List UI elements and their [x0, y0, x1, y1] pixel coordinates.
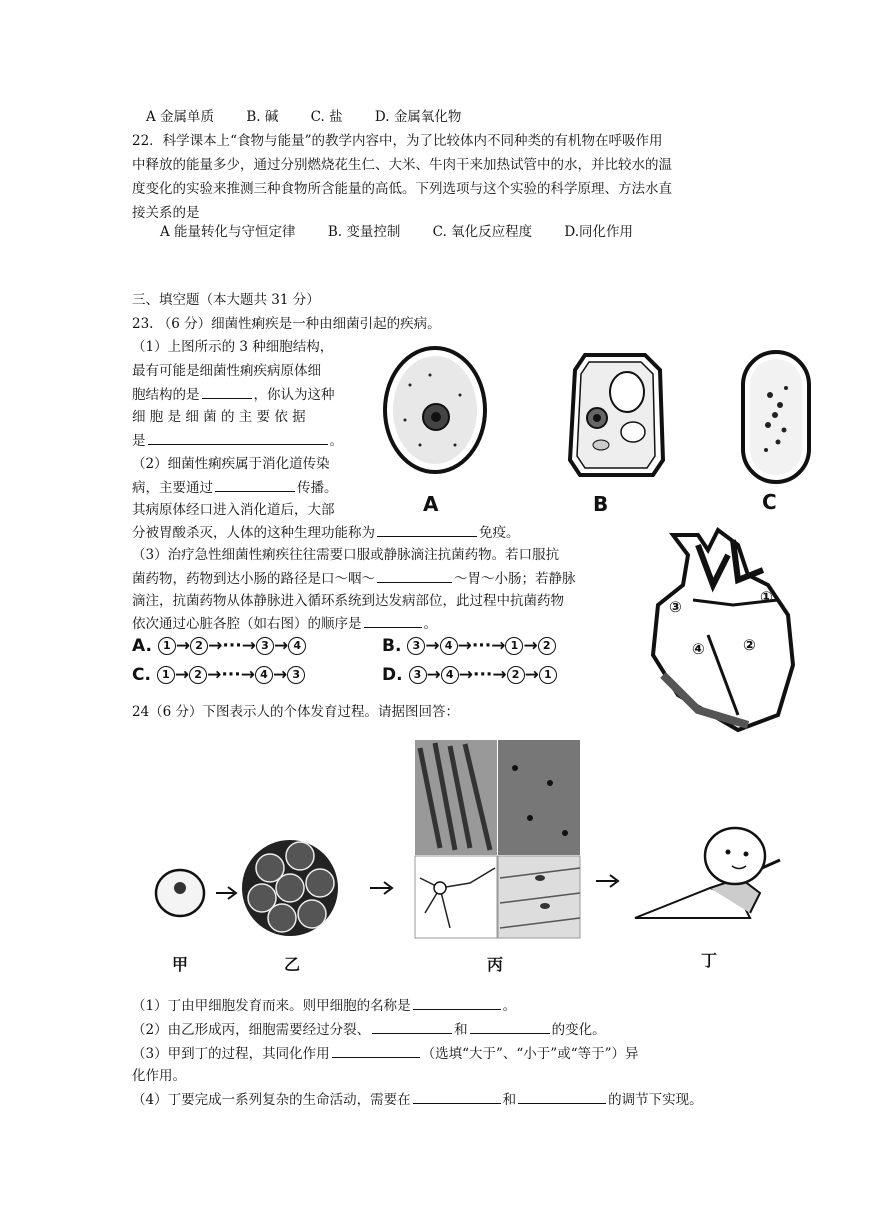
blank-cell-type[interactable]: [202, 384, 252, 399]
seq-d-3: 2: [507, 666, 525, 684]
q24-s4-text-b: 和: [502, 1092, 517, 1108]
cell-label-b: B: [593, 492, 609, 516]
arrow-3: [596, 875, 618, 887]
q23-p3-line-2: [132, 568, 576, 589]
seq-d-1: 3: [409, 666, 427, 684]
q21-option-a: A 金属单质: [146, 109, 215, 125]
blank-heart-order[interactable]: [364, 613, 422, 628]
q24-s3: [132, 1043, 639, 1064]
seq-a-letter: A.: [132, 636, 152, 656]
q24-s1-text-a: （1）丁由甲细胞发育而来。则甲细胞的名称是: [132, 998, 411, 1014]
q24-title: 24（6 分）下图表示人的个体发育过程。请据图回答：: [132, 704, 460, 720]
stage-label-yi: 乙: [284, 955, 301, 974]
tissues-bing: [415, 740, 580, 938]
seq-a-4: 4: [288, 637, 306, 655]
seq-option-a: A. 1 → 2 →···→ 3 → 4: [132, 636, 306, 656]
seq-a-1: 1: [158, 637, 176, 655]
cell-label-c: C: [762, 490, 777, 514]
seq-c-2: 2: [189, 666, 207, 684]
q24-s3-text-b: （选填“大于”、“小于”或“等于”）异: [421, 1046, 639, 1062]
zygote-jia: [156, 870, 204, 916]
q21-options: [146, 107, 489, 127]
q23-p2-line-1: （2）细菌性痢疾属于消化道传染: [132, 456, 330, 472]
q24-s2-text-a: （2）由乙形成丙，细胞需要经过分裂、: [132, 1022, 371, 1038]
q23-p3-text-b: ～胃～小肠；若静脉: [454, 571, 576, 587]
heart-chamber-1: ①: [760, 588, 773, 606]
q23-p2-text-b: 传播。: [297, 480, 338, 496]
arrow-1: [216, 887, 236, 899]
stage-label-bing: 丙: [487, 955, 504, 974]
q23-p3-text-d: 。: [423, 616, 437, 632]
q24-s1-text-b: 。: [502, 998, 517, 1014]
blank-pathway[interactable]: [377, 568, 452, 583]
cell-label-a: A: [423, 492, 439, 516]
stage-label-jia: 甲: [172, 955, 189, 974]
q21-option-d: D. 金属氧化物: [374, 109, 462, 125]
development-diagram: [150, 738, 790, 938]
blank-change-1[interactable]: [372, 1019, 452, 1034]
heart-chamber-4: ④: [692, 640, 705, 658]
seq-d-letter: D.: [382, 665, 403, 685]
q23-p2-text-c: 分被胃酸杀灭，人体的这种生理功能称为: [132, 525, 375, 541]
blank-transmission[interactable]: [215, 477, 295, 492]
seq-a-2: 2: [190, 637, 208, 655]
q22-options: [160, 222, 661, 242]
q22-option-d: D.同化作用: [564, 224, 634, 240]
q22-option-c: C. 氧化反应程度: [432, 224, 533, 240]
q22-line-3: 度变化的实验来推测三种食物所含能量的高低。下列选项与这个实验的科学原理、方法水直: [132, 181, 672, 197]
q23-p1-text-a: 胞结构的是: [132, 387, 200, 403]
stage-label-ding: 丁: [701, 951, 718, 970]
blank-zygote-name[interactable]: [413, 995, 501, 1010]
q24-s3-cont: 化作用。: [132, 1068, 186, 1084]
q22-option-a: A 能量转化与守恒定律: [160, 224, 296, 240]
q23-p1-text-b: ，你认为这种: [253, 387, 335, 403]
q24-s4-text-a: （4）丁要完成一系列复杂的生命活动，需要在: [132, 1092, 411, 1108]
q24-s3-text-a: （3）甲到丁的过程，其同化作用: [132, 1046, 330, 1062]
seq-c-3: 4: [255, 666, 273, 684]
q24-s4: [132, 1089, 703, 1110]
seq-c-letter: C.: [132, 665, 151, 685]
q23-p1-line-2: 最有可能是细菌性痢疾病原体细: [132, 363, 321, 379]
q23-p2-text-a: 病，主要通过: [132, 480, 213, 496]
seq-d-4: 1: [539, 666, 557, 684]
blank-immunity[interactable]: [377, 522, 477, 537]
q23-p3-line-4: [132, 613, 437, 634]
q23-p1-line-4: 细 胞 是 细 菌 的 主 要 依 据: [132, 409, 306, 425]
seq-option-c: C. 1 → 2 →···→ 4 → 3: [132, 665, 305, 685]
q23-p1-line-5: [132, 430, 343, 451]
seq-option-d: D. 3 → 4 →···→ 2 → 1: [382, 665, 557, 685]
q24-s4-text-c: 的调节下实现。: [608, 1092, 703, 1108]
q22-line-2: 中释放的能量多少，通过分别燃烧花生仁、大米、牛肉干来加热试管中的水，并比较水的温: [132, 157, 672, 173]
q24-s2-text-c: 的变化。: [551, 1022, 606, 1038]
q24-s2-text-b: 和: [454, 1022, 468, 1038]
q23-p3-line-3: 滴注，抗菌药物从体静脉进入循环系统到达发病部位，此过程中抗菌药物: [132, 593, 564, 609]
q23-p2-line-3: 其病原体经口进入消化道后，大部: [132, 502, 335, 518]
blank-regulation-1[interactable]: [413, 1089, 501, 1104]
baby-ding: [635, 828, 780, 918]
seq-b-3: 1: [505, 637, 523, 655]
q23-p1-text-d: 。: [329, 433, 343, 449]
heart-chamber-3: ③: [669, 598, 682, 616]
cell-diagrams: [370, 345, 830, 515]
q22-line-4: 接关系的是: [132, 205, 200, 221]
seq-b-4: 2: [538, 637, 556, 655]
q23-p2-line-2: [132, 477, 338, 498]
q24-s2: [132, 1019, 606, 1040]
seq-b-2: 4: [440, 637, 458, 655]
blank-assimilation[interactable]: [332, 1043, 420, 1058]
heart-diagram: [638, 525, 798, 735]
cell-cluster-yi: [242, 840, 338, 936]
section-3-heading: 三、填空题（本大题共 31 分）: [132, 292, 320, 308]
q23-p1-text-c: 是: [132, 433, 146, 449]
heart-chamber-2: ②: [743, 636, 756, 654]
seq-a-3: 3: [256, 637, 274, 655]
bacteria-cell-c: [743, 352, 809, 482]
blank-change-2[interactable]: [470, 1019, 550, 1034]
seq-c-4: 3: [287, 666, 305, 684]
q24-s1: [132, 995, 516, 1016]
q23-p1-line-1: （1）上图所示的 3 种细胞结构，: [132, 339, 334, 355]
seq-b-letter: B.: [382, 636, 402, 656]
q21-option-c: C. 盐: [310, 109, 343, 125]
blank-basis[interactable]: [148, 430, 328, 445]
animal-cell-a: [385, 348, 485, 472]
seq-option-b: B. 3 → 4 →···→ 1 → 2: [382, 636, 556, 656]
q23-p2-line-4: [132, 522, 520, 543]
q23-p3-line-1: （3）治疗急性细菌性痢疾往往需要口服或静脉滴注抗菌药物。若口服抗: [132, 547, 560, 563]
arrow-2: [370, 882, 392, 894]
q23-p3-text-a: 菌药物，药物到达小肠的路径是口～咽～: [132, 571, 375, 587]
plant-cell-b: [570, 355, 663, 475]
q22-line-1: 22．科学课本上“食物与能量”的教学内容中，为了比较体内不同种类的有机物在呼吸作用: [132, 133, 663, 149]
seq-b-1: 3: [407, 637, 425, 655]
q21-option-b: B. 碱: [246, 109, 279, 125]
q23-title: 23. （6 分）细菌性痢疾是一种由细菌引起的疾病。: [132, 316, 441, 332]
blank-regulation-2[interactable]: [518, 1089, 606, 1104]
q23-p1-line-3: [132, 384, 335, 405]
seq-c-1: 1: [157, 666, 175, 684]
seq-d-2: 4: [441, 666, 459, 684]
q23-p3-text-c: 依次通过心脏各腔（如右图）的顺序是: [132, 616, 362, 632]
q22-option-b: B. 变量控制: [327, 224, 401, 240]
q23-p2-text-d: 免疫。: [479, 525, 520, 541]
